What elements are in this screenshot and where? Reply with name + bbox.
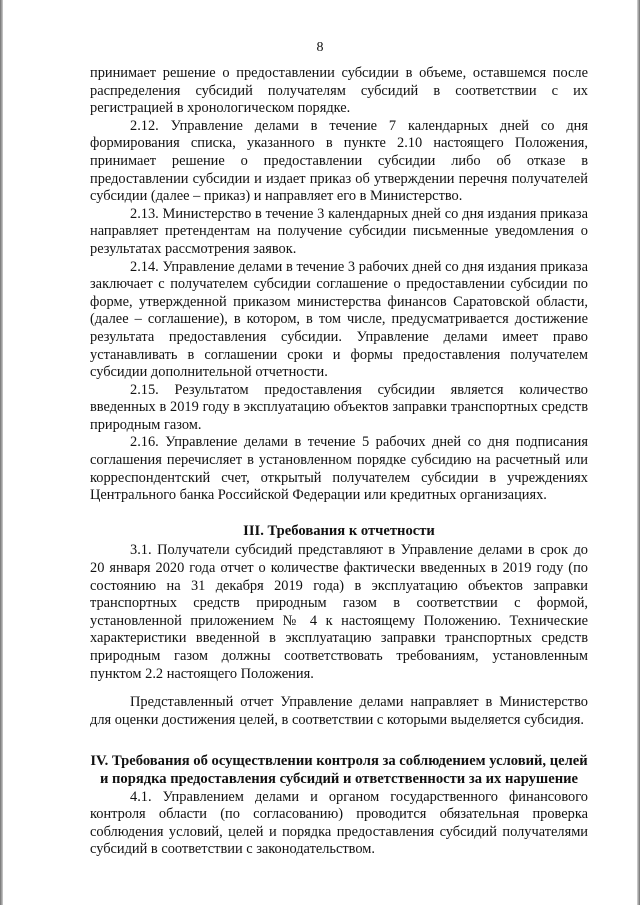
- paragraph-2-14: 2.14. Управление делами в течение 3 рабочих дней со дня издания приказа заключает с получателем субсидии соглашение о предоставлении субсидии по форме, утвержденной приказом министерства финансов Саратовской области, (далее – соглашение), в котором, в том числе, предусматривается достижение результата предоставления субсидии. Управление делами имеет право устанавливать в соглашении сроки и формы предоставления получателем субсидии дополнительной отчетности.: [90, 258, 588, 381]
- section-heading-iii: III. Требования к отчетности: [243, 522, 435, 539]
- document-body: [90, 65, 588, 859]
- paragraph-continuation: принимает решение о предоставлении субсидии в объеме, оставшемся после распределения субсидий получателям субсидий в соответствии с их регистрацией в хронологическом порядке.: [90, 65, 588, 117]
- page-number: 8: [316, 40, 324, 55]
- paragraph-2-12: 2.12. Управление делами в течение 7 календарных дней со дня формирования списка, указанного в пункте 2.10 настоящего Положения, принимает решение о предоставлении субсидии либо об отказе в предоставлении субсидии и издает приказ об утверждении перечня получателей субсидии (далее – приказ) и направляет его в Министерство.: [90, 117, 588, 205]
- scan-edge-left: [0, 0, 3, 905]
- paragraph-3-2: Представленный отчет Управление делами направляет в Министерство для оценки достижения целей, в соответствии с которыми выделяется субсидия.: [90, 694, 588, 728]
- paragraph-2-13: 2.13. Министерство в течение 3 календарных дней со дня издания приказа направляет претендентам на получение субсидии письменные уведомления о результатах рассмотрения заявок.: [90, 205, 588, 257]
- paragraph-2-16: 2.16. Управление делами в течение 5 рабочих дней со дня подписания соглашения перечисляет в установленном порядке субсидию на расчетный или корреспондентский счет, открытый получателем субсидии в учреждениях Центрального банка Российской Федерации или кредитных организациях.: [90, 434, 588, 504]
- paragraph-3-1: 3.1. Получатели субсидий представляют в Управление делами в срок до 20 января 2020 года отчет о количестве фактически введенных в 2019 году (по состоянию на 31 декабря 2019 года) в эксплуатацию объектов заправки транспортных средств природным газом в соответствии с формой, установленной приложением № 4 к настоящему Положению. Технические характеристики введенной в эксплуатацию заправки транспортных средств природным газом должны соответствовать требованиям, установленным пунктом 2.2 настоящего Положения.: [90, 542, 588, 682]
- section-heading-iv: IV. Требования об осуществлении контроля за соблюдением условий, целей и порядка предоставления субсидий и ответственности за их нарушение: [90, 753, 588, 787]
- paragraph-2-15: 2.15. Результатом предоставления субсидии является количество введенных в 2019 году в эксплуатацию объектов заправки транспортных средств природным газом.: [90, 381, 588, 433]
- paragraph-4-1: 4.1. Управлением делами и органом государственного финансового контроля области (по согласованию) проводится обязательная проверка соблюдения условий, целей и порядка предоставления субсидий получателями субсидий в соответствии с законодательством.: [90, 788, 588, 858]
